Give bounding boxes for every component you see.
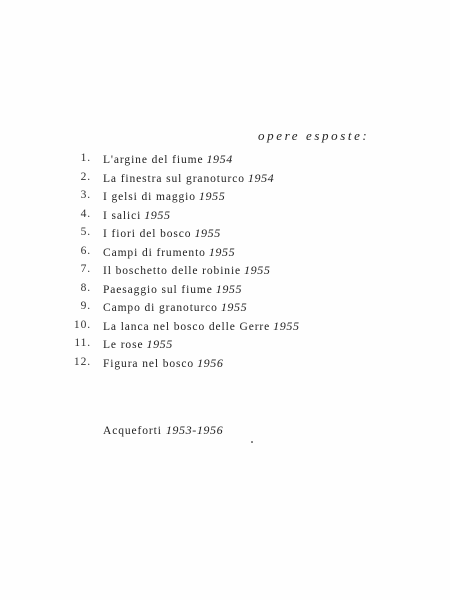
- work-year: 1955: [194, 226, 221, 240]
- work-number: 7.: [80, 263, 91, 275]
- work-number: 10.: [73, 318, 91, 331]
- work-year: 1955: [146, 337, 173, 351]
- work-title: [103, 245, 235, 260]
- work-title-text: I gelsi di maggio: [103, 191, 196, 203]
- work-item: [0, 171, 450, 190]
- section-heading: opere esposte:: [258, 128, 370, 143]
- work-item: [0, 245, 450, 264]
- work-year: 1955: [198, 189, 226, 203]
- work-item: [0, 226, 450, 245]
- work-number: 12.: [73, 355, 91, 368]
- etchings-label: Acqueforti: [103, 425, 162, 437]
- work-title: [103, 208, 171, 223]
- work-title: [103, 356, 223, 371]
- work-number: 3.: [80, 189, 91, 201]
- work-title-text: I fiori del bosco: [103, 228, 192, 240]
- work-item: [0, 189, 450, 208]
- work-year: 1955: [220, 300, 248, 314]
- work-item: [0, 300, 450, 319]
- etchings-line: [103, 423, 223, 438]
- work-year: 1955: [208, 244, 236, 259]
- work-item: [0, 208, 450, 227]
- work-item: [0, 337, 450, 356]
- work-number: 4.: [80, 207, 91, 220]
- work-item: [0, 356, 450, 375]
- work-title-text: Campo di granoturco: [103, 302, 218, 314]
- work-title-text: Le rose: [103, 339, 144, 351]
- work-year: 1955: [273, 318, 300, 333]
- work-title: [103, 282, 242, 297]
- work-title-text: Il boschetto delle robinie: [103, 265, 242, 277]
- work-title: [103, 319, 300, 334]
- work-number: 5.: [80, 226, 91, 238]
- work-year: 1954: [247, 170, 275, 185]
- work-item: [0, 319, 450, 338]
- work-number: 8.: [80, 281, 91, 294]
- work-title-text: I salici: [103, 209, 142, 222]
- work-year: 1954: [206, 152, 233, 166]
- work-title: [103, 263, 270, 278]
- work-year: 1955: [215, 281, 243, 296]
- work-title: [103, 152, 233, 167]
- work-title: [103, 171, 274, 186]
- work-year: 1956: [197, 355, 224, 370]
- work-number: 2.: [80, 170, 91, 183]
- work-title-text: L'argine del fiume: [103, 154, 204, 166]
- work-year: 1955: [244, 263, 271, 277]
- work-title-text: Campi di frumento: [103, 246, 206, 259]
- work-item: [0, 263, 450, 282]
- work-item: [0, 282, 450, 301]
- work-title: [103, 226, 221, 241]
- work-number: 9.: [80, 300, 91, 312]
- work-title: [103, 337, 173, 352]
- work-item: [0, 152, 450, 171]
- work-title: [103, 300, 247, 315]
- works-list: [0, 152, 450, 374]
- work-title-text: Paesaggio sul fiume: [103, 283, 213, 296]
- etchings-years: 1953-1956: [165, 423, 224, 437]
- paper-speck: [251, 441, 253, 443]
- work-title-text: La finestra sul granoturco: [103, 172, 245, 185]
- work-year: 1955: [144, 207, 171, 222]
- work-number: 6.: [80, 244, 91, 257]
- work-title: [103, 189, 225, 204]
- work-number: 1.: [80, 152, 91, 164]
- work-number: 11.: [74, 337, 91, 349]
- work-title-text: Figura nel bosco: [103, 357, 195, 370]
- work-title-text: La lanca nel bosco delle Gerre: [103, 320, 271, 333]
